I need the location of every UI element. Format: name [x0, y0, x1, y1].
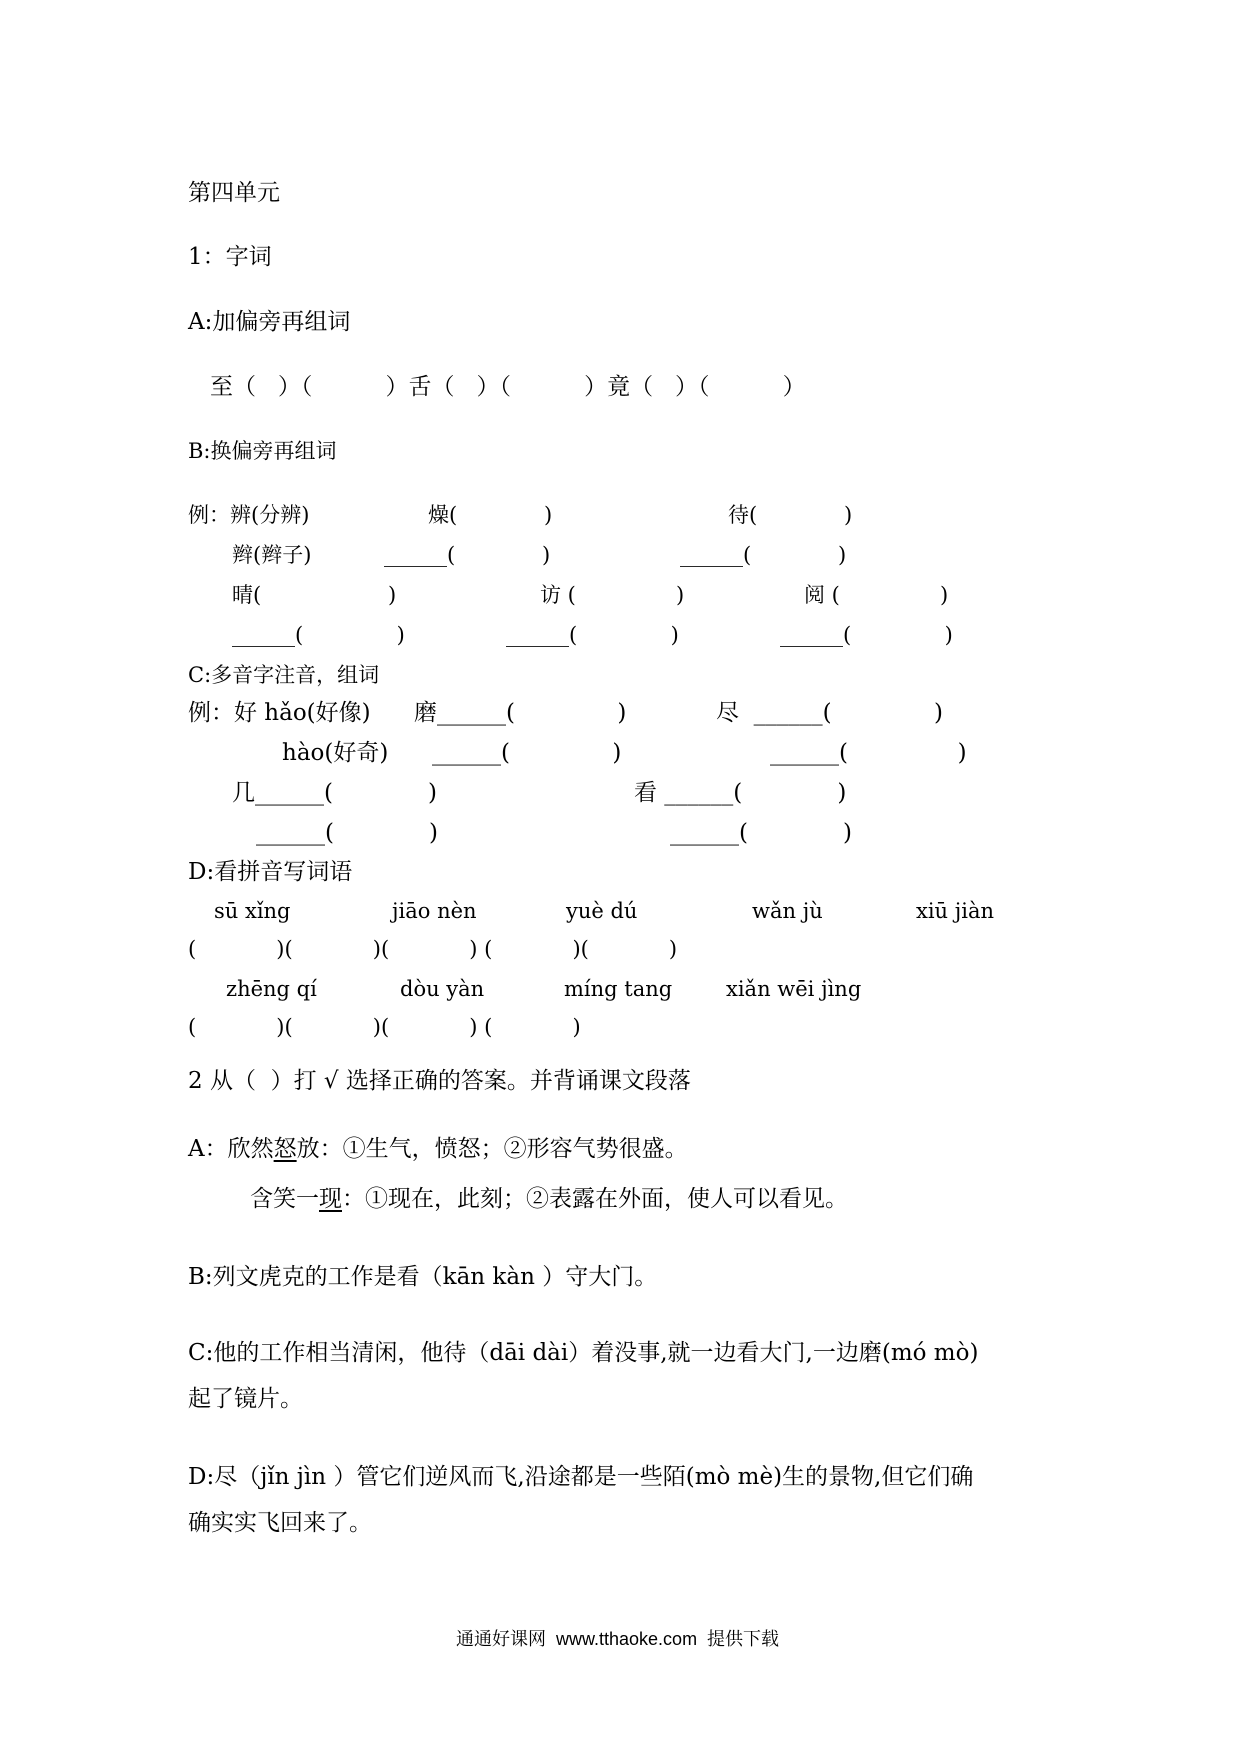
- b-line3-a: 晴( ): [232, 583, 397, 607]
- s2-a-line1: A：欣然怒放：①生气，愤怒；②形容气势很盛。: [188, 1136, 688, 1162]
- b-line3-c: 阅 ( ): [804, 583, 949, 607]
- d-pinyin-6: zhēng qí: [226, 977, 317, 1001]
- sub-a-heading: A:加偏旁再组词: [188, 309, 351, 335]
- b-line3-b: 访 ( ): [540, 583, 685, 607]
- s2-b: B:列文虎克的工作是看（kān kàn ）守大门。: [188, 1264, 658, 1290]
- c-line1-a: 例：好 hǎo(好像): [188, 700, 371, 726]
- d-blanks-1: ( )( )( ) ( )( ): [188, 937, 678, 961]
- sub-c-heading: C:多音字注音，组词: [188, 663, 380, 687]
- s2-c-line1: C:他的工作相当清闲，他待（dāi dài）着没事,就一边看大门,一边磨(mó mò): [188, 1340, 979, 1366]
- page-title: 第四单元: [188, 180, 280, 206]
- sub-d-heading: D:看拼音写词语: [188, 859, 353, 885]
- b-line2-b: ______( ): [384, 543, 551, 567]
- c-line1-c: 尽 ______( ): [716, 700, 943, 726]
- c-line4-b: ______( ): [670, 820, 852, 846]
- c-line3-b: 看 ______( ): [634, 780, 847, 806]
- d-pinyin-8: míng tang: [564, 977, 673, 1001]
- c-line2-b: ______( ): [432, 740, 622, 766]
- c-line1-b: 磨______( ): [414, 700, 627, 726]
- d-pinyin-4: wǎn jù: [752, 899, 823, 923]
- d-pinyin-5: xiū jiàn: [916, 899, 995, 923]
- s2-a-line2: 含笑一现：①现在，此刻；②表露在外面，使人可以看见。: [250, 1186, 848, 1212]
- d-pinyin-2: jiāo nèn: [392, 899, 477, 923]
- section-1-heading: 1：字词: [188, 244, 272, 270]
- s2-d-line2: 确实实飞回来了。: [188, 1510, 372, 1536]
- b-line4-a: ______( ): [232, 623, 405, 647]
- d-pinyin-7: dòu yàn: [400, 977, 485, 1001]
- footer: 通通好课网 www.tthaoke.com 提供下载: [456, 1629, 780, 1649]
- b-line4-b: ______( ): [506, 623, 679, 647]
- underlined-char: 现: [319, 1186, 342, 1212]
- underlined-char: 怒: [273, 1136, 297, 1162]
- sub-b-heading: B:换偏旁再组词: [188, 439, 337, 463]
- b-line1-b: 燥( ): [428, 503, 553, 527]
- b-line1-a: 例：辨(分辨): [188, 503, 310, 527]
- c-line3-a: 几______( ): [232, 780, 437, 806]
- d-blanks-2: ( )( )( ) ( ): [188, 1015, 581, 1039]
- c-line2-c: ______( ): [770, 740, 967, 766]
- c-line2-a: hào(好奇): [282, 740, 389, 766]
- s2-c-line2: 起了镜片。: [188, 1386, 303, 1412]
- d-pinyin-1: sū xǐng: [214, 899, 291, 923]
- c-line4-a: ______( ): [256, 820, 438, 846]
- b-line2-c: ______( ): [680, 543, 847, 567]
- b-line2-a: 辫(辫子): [232, 543, 312, 567]
- sub-a-row: 至（ ）（ ）舌（ ）（ ）竟（ ）（ ）: [210, 374, 806, 400]
- b-line1-c: 待( ): [728, 503, 853, 527]
- d-pinyin-9: xiǎn wēi jìng: [726, 977, 862, 1001]
- s2-d-line1: D:尽（jǐn jìn ）管它们逆风而飞,沿途都是一些陌(mò mè)生的景物,但它们确: [188, 1464, 974, 1490]
- d-pinyin-3: yuè dú: [566, 899, 638, 923]
- section-2-heading: 2 从（ ）打 √ 选择正确的答案。并背诵课文段落: [188, 1068, 691, 1094]
- b-line4-c: ______( ): [780, 623, 953, 647]
